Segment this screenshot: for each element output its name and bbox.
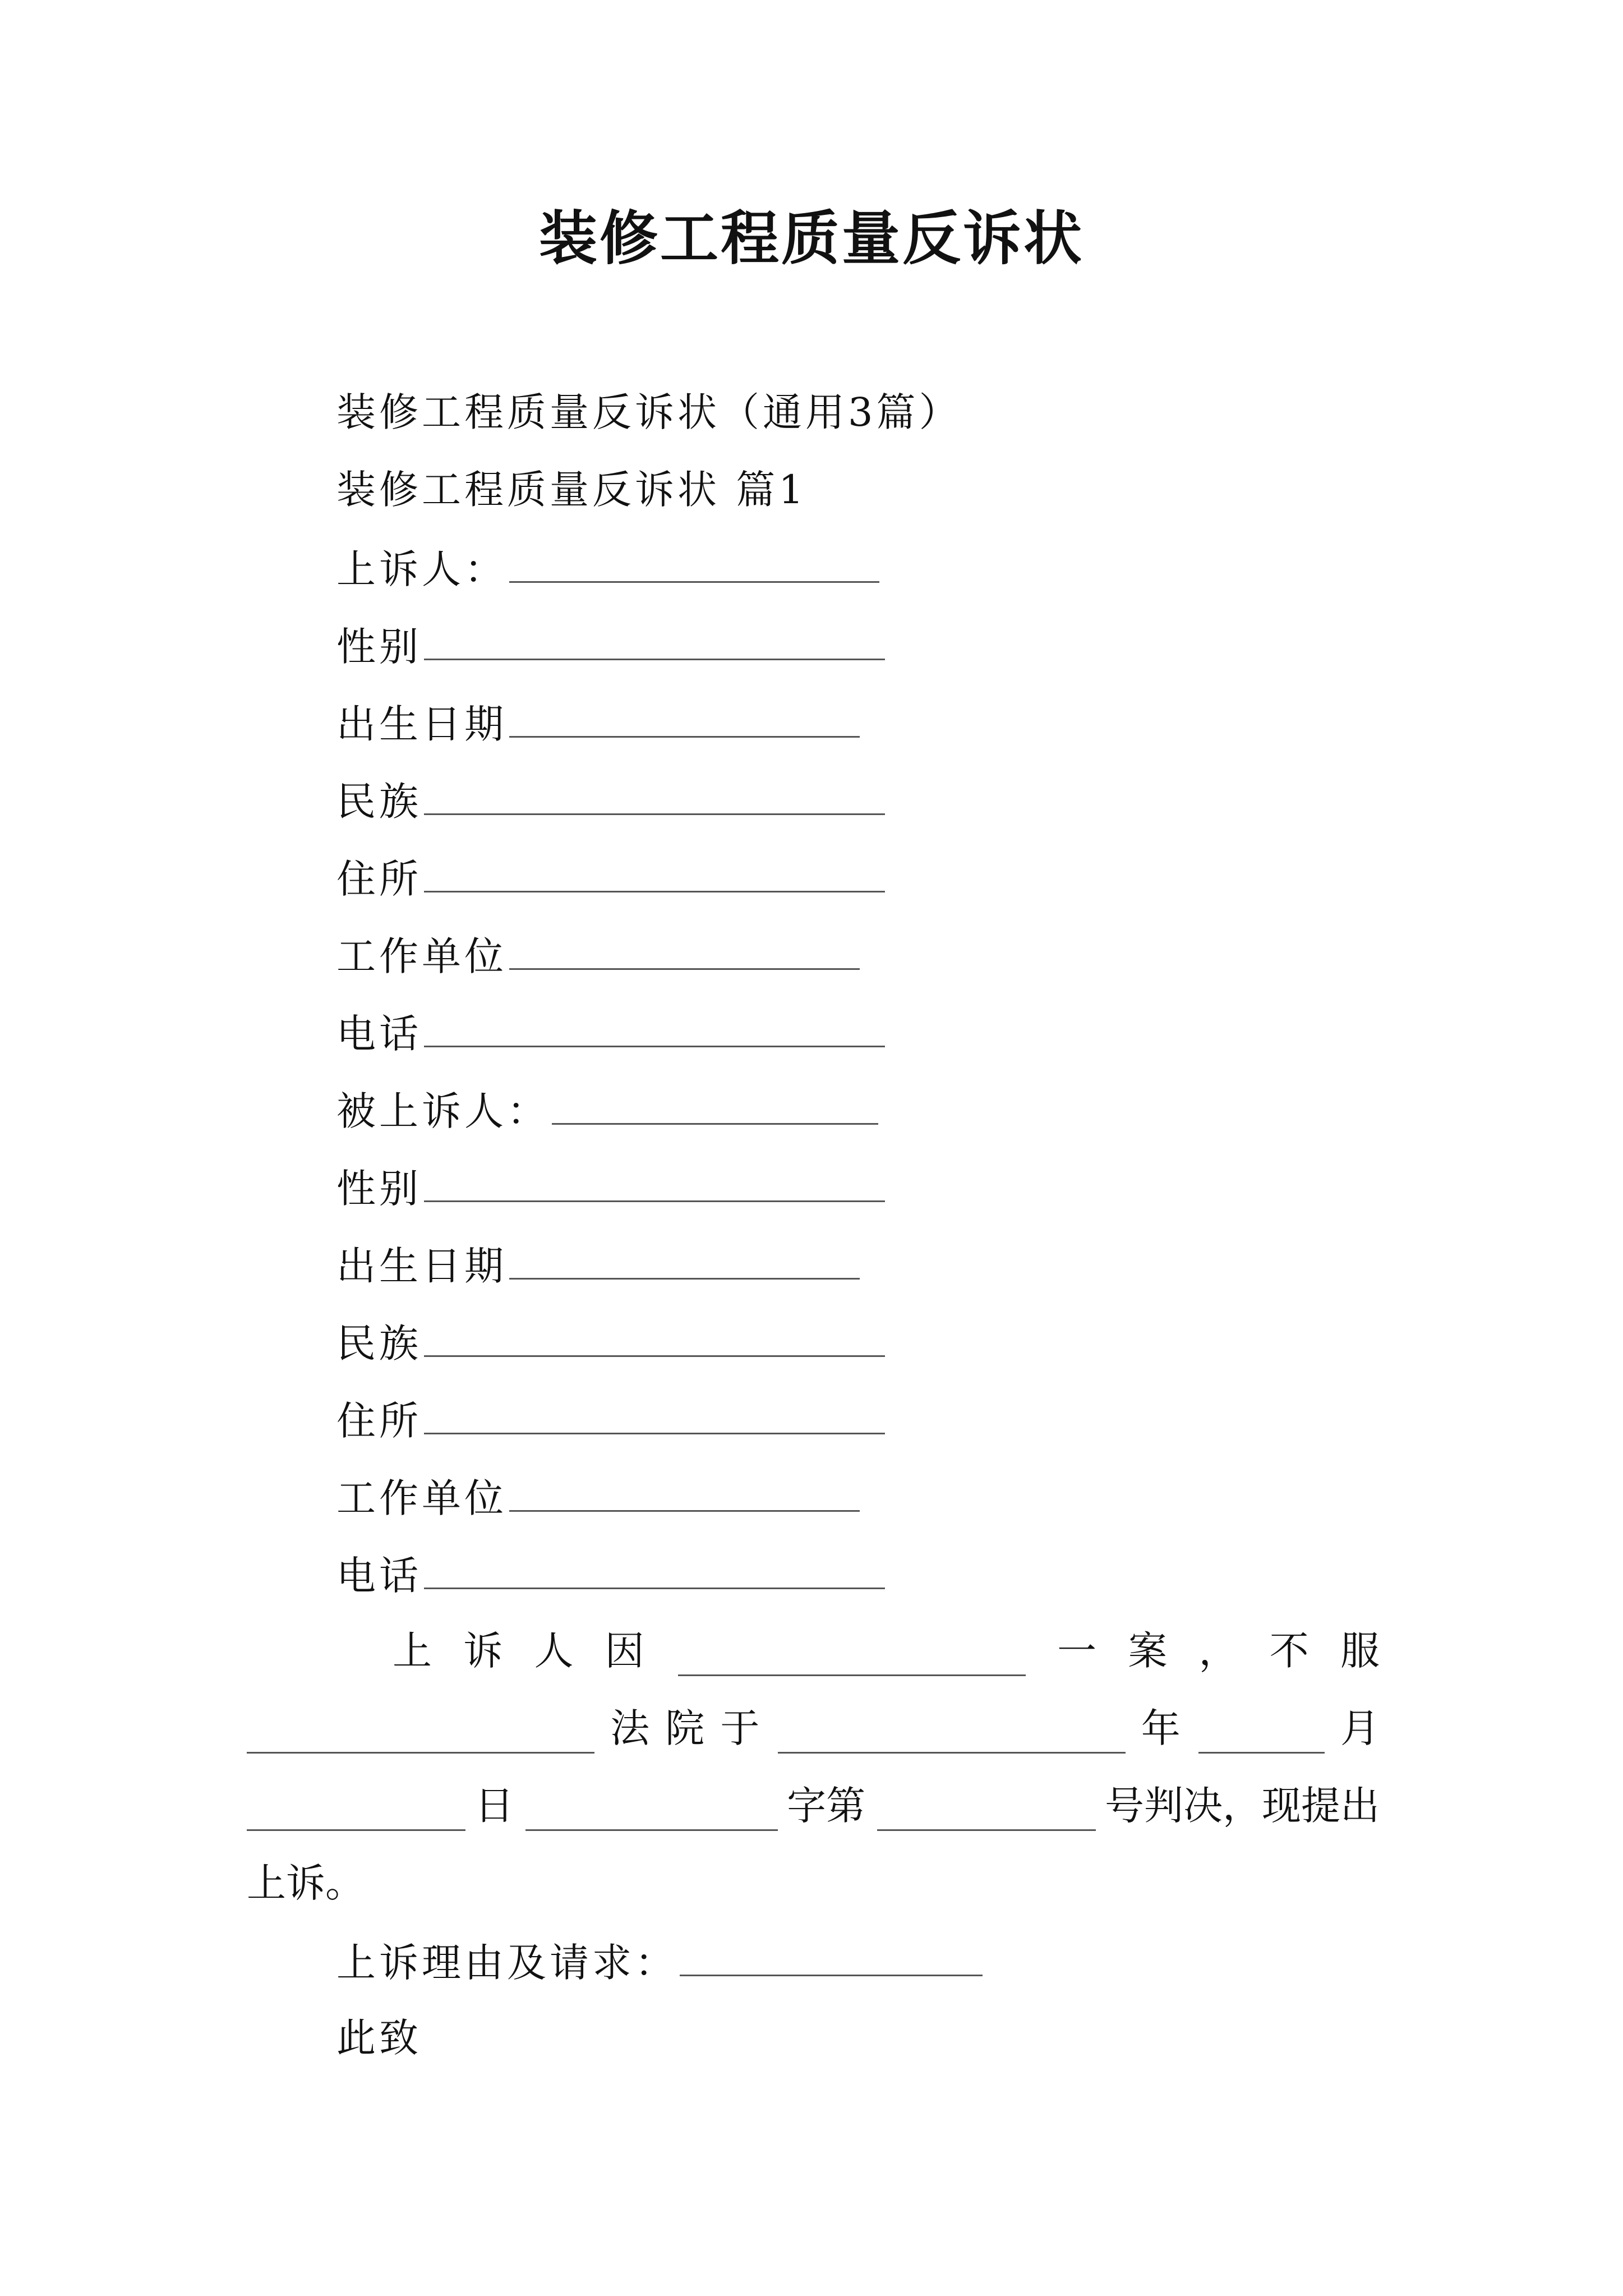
appellant-work-label: 工作单位 <box>336 933 507 979</box>
body-line-1 <box>393 1626 1380 1676</box>
appellee-gender-label: 性别 <box>336 1166 422 1212</box>
closing-text: 此致 <box>336 2015 422 2061</box>
body-text: 年 <box>1141 1705 1181 1751</box>
body-text: 人 <box>534 1628 574 1674</box>
body-text: 一 <box>1057 1628 1097 1674</box>
appellant-residence-label: 住所 <box>336 856 422 902</box>
appellee-work-label: 工作单位 <box>336 1475 507 1521</box>
body-text: 案 <box>1128 1628 1168 1674</box>
appellant-phone-label: 电话 <box>336 1011 422 1057</box>
appellant-phone-blank[interactable] <box>424 1006 885 1047</box>
appellant-birth-blank[interactable] <box>509 697 860 738</box>
appellant-work-blank[interactable] <box>509 929 860 970</box>
year-blank[interactable] <box>778 1713 1126 1754</box>
number-blank[interactable] <box>877 1790 1096 1831</box>
appellant-work-row <box>336 929 860 979</box>
appellant-gender-row <box>336 619 885 670</box>
appellant-residence-blank[interactable] <box>424 852 885 892</box>
body-text: 月 <box>1340 1705 1380 1751</box>
appellant-name-blank[interactable] <box>509 542 879 583</box>
appellant-birth-label: 出生日期 <box>336 701 507 747</box>
appellee-row <box>336 1084 878 1134</box>
appellee-phone-blank[interactable] <box>424 1548 885 1589</box>
document-subtitle: 装修工程质量反诉状（通用3篇） <box>336 389 962 435</box>
appellee-ethnicity-row <box>336 1316 885 1366</box>
appellant-ethnicity-label: 民族 <box>336 779 422 825</box>
body-text: 法 <box>610 1705 650 1751</box>
appellant-ethnicity-row <box>336 774 885 825</box>
appellant-residence-row <box>336 852 885 902</box>
body-text: 不 <box>1269 1628 1309 1674</box>
appellant-ethnicity-blank[interactable] <box>424 774 885 815</box>
appellee-work-blank[interactable] <box>509 1471 860 1512</box>
month-blank[interactable] <box>1198 1713 1325 1754</box>
appellee-birth-blank[interactable] <box>509 1239 860 1280</box>
body-text: 日 <box>474 1783 514 1829</box>
body-text: ， <box>1198 1628 1238 1674</box>
body-text: 上诉。 <box>247 1860 365 1906</box>
appellee-ethnicity-blank[interactable] <box>424 1316 885 1357</box>
appellant-gender-blank[interactable] <box>424 619 885 660</box>
body-text: 于 <box>720 1705 760 1751</box>
appellee-work-row <box>336 1471 860 1521</box>
appellee-gender-blank[interactable] <box>424 1161 885 1202</box>
appellant-gender-label: 性别 <box>336 624 422 670</box>
body-text: 号判决，现提出 <box>1104 1783 1380 1829</box>
body-text: 因 <box>605 1628 644 1674</box>
body-text: 字第 <box>787 1783 866 1829</box>
appellee-residence-row <box>336 1393 885 1444</box>
appellee-ethnicity-label: 民族 <box>336 1320 422 1366</box>
appellee-birth-label: 出生日期 <box>336 1243 507 1289</box>
day-blank[interactable] <box>247 1790 465 1831</box>
appellee-residence-label: 住所 <box>336 1398 422 1444</box>
body-line-4 <box>247 1858 1380 1908</box>
case-blank[interactable] <box>678 1635 1026 1676</box>
body-line-2 <box>247 1703 1380 1754</box>
body-text: 诉 <box>463 1628 503 1674</box>
appellant-phone-row <box>336 1006 885 1057</box>
document-title: 装修工程质量反诉状 <box>538 204 1084 273</box>
body-text: 服 <box>1340 1628 1380 1674</box>
appellee-residence-blank[interactable] <box>424 1393 885 1434</box>
body-text: 上 <box>393 1628 432 1674</box>
body-text: 院 <box>665 1705 705 1751</box>
reason-label: 上诉理由及请求： <box>336 1940 677 1986</box>
appellee-birth-row <box>336 1239 860 1289</box>
court-blank[interactable] <box>247 1713 594 1754</box>
appellee-gender-row <box>336 1161 885 1212</box>
reason-blank[interactable] <box>680 1935 983 1976</box>
reason-row <box>336 1935 983 1986</box>
section-heading: 装修工程质量反诉状 篇1 <box>336 467 807 513</box>
appellee-name-blank[interactable] <box>552 1084 878 1125</box>
appellee-phone-label: 电话 <box>336 1553 422 1599</box>
appellant-row <box>336 542 879 592</box>
appellee-phone-row <box>336 1548 885 1599</box>
appellant-label: 上诉人： <box>336 546 507 592</box>
appellant-birth-row <box>336 697 860 747</box>
body-line-3 <box>247 1780 1380 1831</box>
appellee-label: 被上诉人： <box>336 1088 550 1134</box>
word-blank[interactable] <box>525 1790 778 1831</box>
